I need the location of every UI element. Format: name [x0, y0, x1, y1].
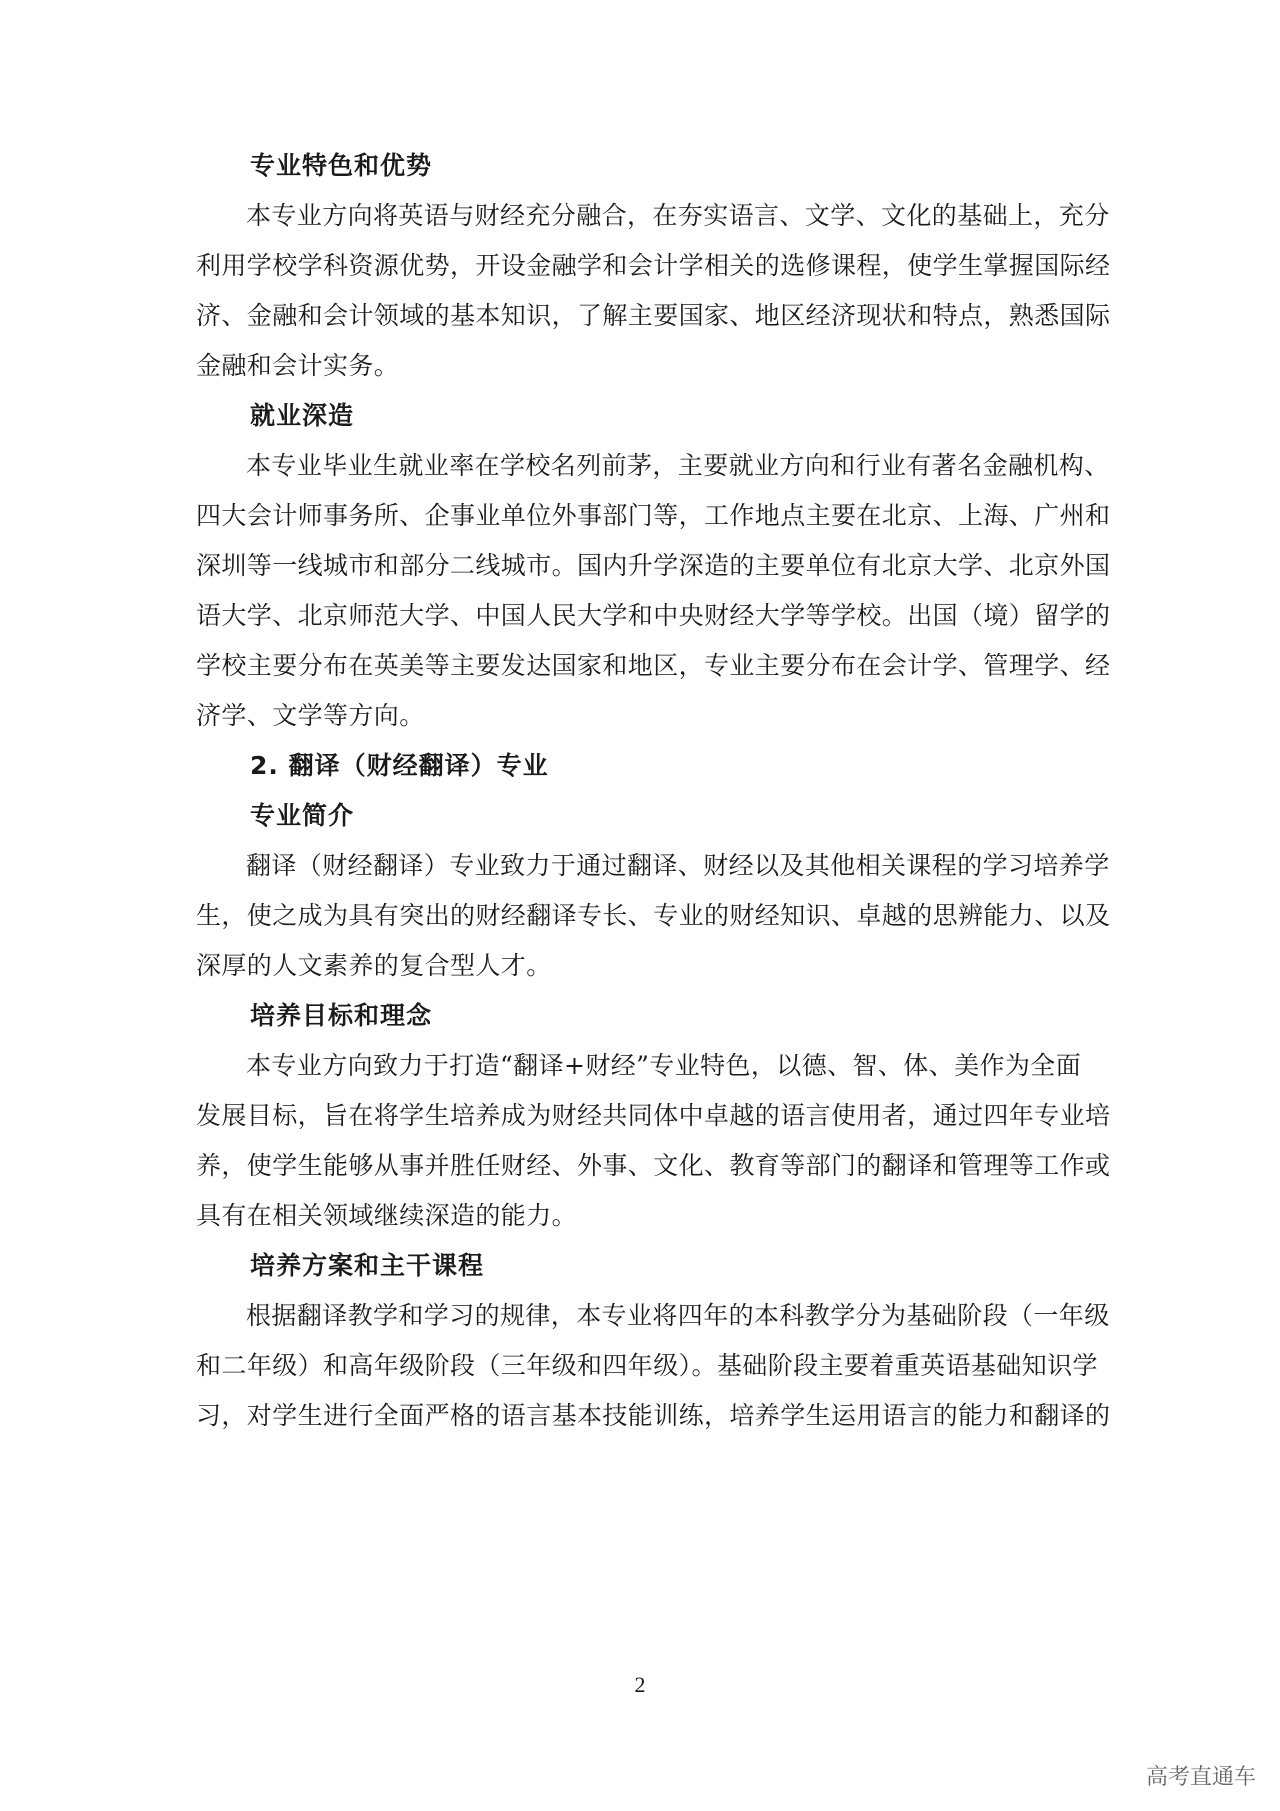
- paragraph-line: 养，使学生能够从事并胜任财经、外事、文化、教育等部门的翻译和管理等工作或: [196, 1151, 1111, 1180]
- paragraph-line: 翻译（财经翻译）专业致力于通过翻译、财经以及其他相关课程的学习培养学: [246, 851, 1110, 880]
- paragraph-line: 金融和会计实务。: [196, 351, 400, 380]
- paragraph-line: 利用学校学科资源优势，开设金融学和会计学相关的选修课程，使学生掌握国际经: [196, 251, 1111, 280]
- paragraph-line: 深厚的人文素养的复合型人才。: [196, 951, 552, 980]
- paragraph-line: 根据翻译教学和学习的规律，本专业将四年的本科教学分为基础阶段（一年级: [246, 1301, 1110, 1330]
- paragraph-line: 生，使之成为具有突出的财经翻译专长、专业的财经知识、卓越的思辨能力、以及: [196, 901, 1111, 930]
- watermark-text: 高考直通车: [1145, 1765, 1256, 1790]
- section-heading-employment: 就业深造: [250, 401, 355, 430]
- major-heading: 2. 翻译（财经翻译）专业: [250, 751, 549, 780]
- paragraph-line: 语大学、北京师范大学、中国人民大学和中央财经大学等学校。出国（境）留学的: [196, 601, 1111, 630]
- paragraph-line: 习，对学生进行全面严格的语言基本技能训练，培养学生运用语言的能力和翻译的: [196, 1401, 1111, 1430]
- section-heading-curriculum: 培养方案和主干课程: [250, 1251, 485, 1280]
- paragraph-line: 济学、文学等方向。: [196, 701, 425, 730]
- paragraph-line: 四大会计师事务所、企事业单位外事部门等，工作地点主要在北京、上海、广州和: [196, 501, 1111, 530]
- paragraph-line: 具有在相关领域继续深造的能力。: [196, 1201, 578, 1230]
- paragraph-line: 学校主要分布在英美等主要发达国家和地区，专业主要分布在会计学、管理学、经: [196, 651, 1111, 680]
- section-heading-intro: 专业简介: [250, 801, 355, 830]
- page-number: 2: [634, 1672, 646, 1697]
- paragraph-line: 和二年级）和高年级阶段（三年级和四年级）。基础阶段主要着重英语基础知识学: [196, 1351, 1098, 1380]
- paragraph-line: 本专业毕业生就业率在学校名列前茅，主要就业方向和行业有著名金融机构、: [246, 451, 1110, 480]
- paragraph-line: 本专业方向致力于打造“翻译+财经”专业特色，以德、智、体、美作为全面: [246, 1051, 1082, 1080]
- paragraph-line: 深圳等一线城市和部分二线城市。国内升学深造的主要单位有北京大学、北京外国: [196, 551, 1111, 580]
- paragraph-line: 济、金融和会计领域的基本知识，了解主要国家、地区经济现状和特点，熟悉国际: [196, 301, 1111, 330]
- paragraph-line: 发展目标，旨在将学生培养成为财经共同体中卓越的语言使用者，通过四年专业培: [196, 1101, 1111, 1130]
- section-heading-goals: 培养目标和理念: [250, 1001, 433, 1030]
- section-heading-features: 专业特色和优势: [250, 151, 433, 180]
- paragraph-line: 本专业方向将英语与财经充分融合，在夯实语言、文学、文化的基础上，充分: [246, 201, 1110, 230]
